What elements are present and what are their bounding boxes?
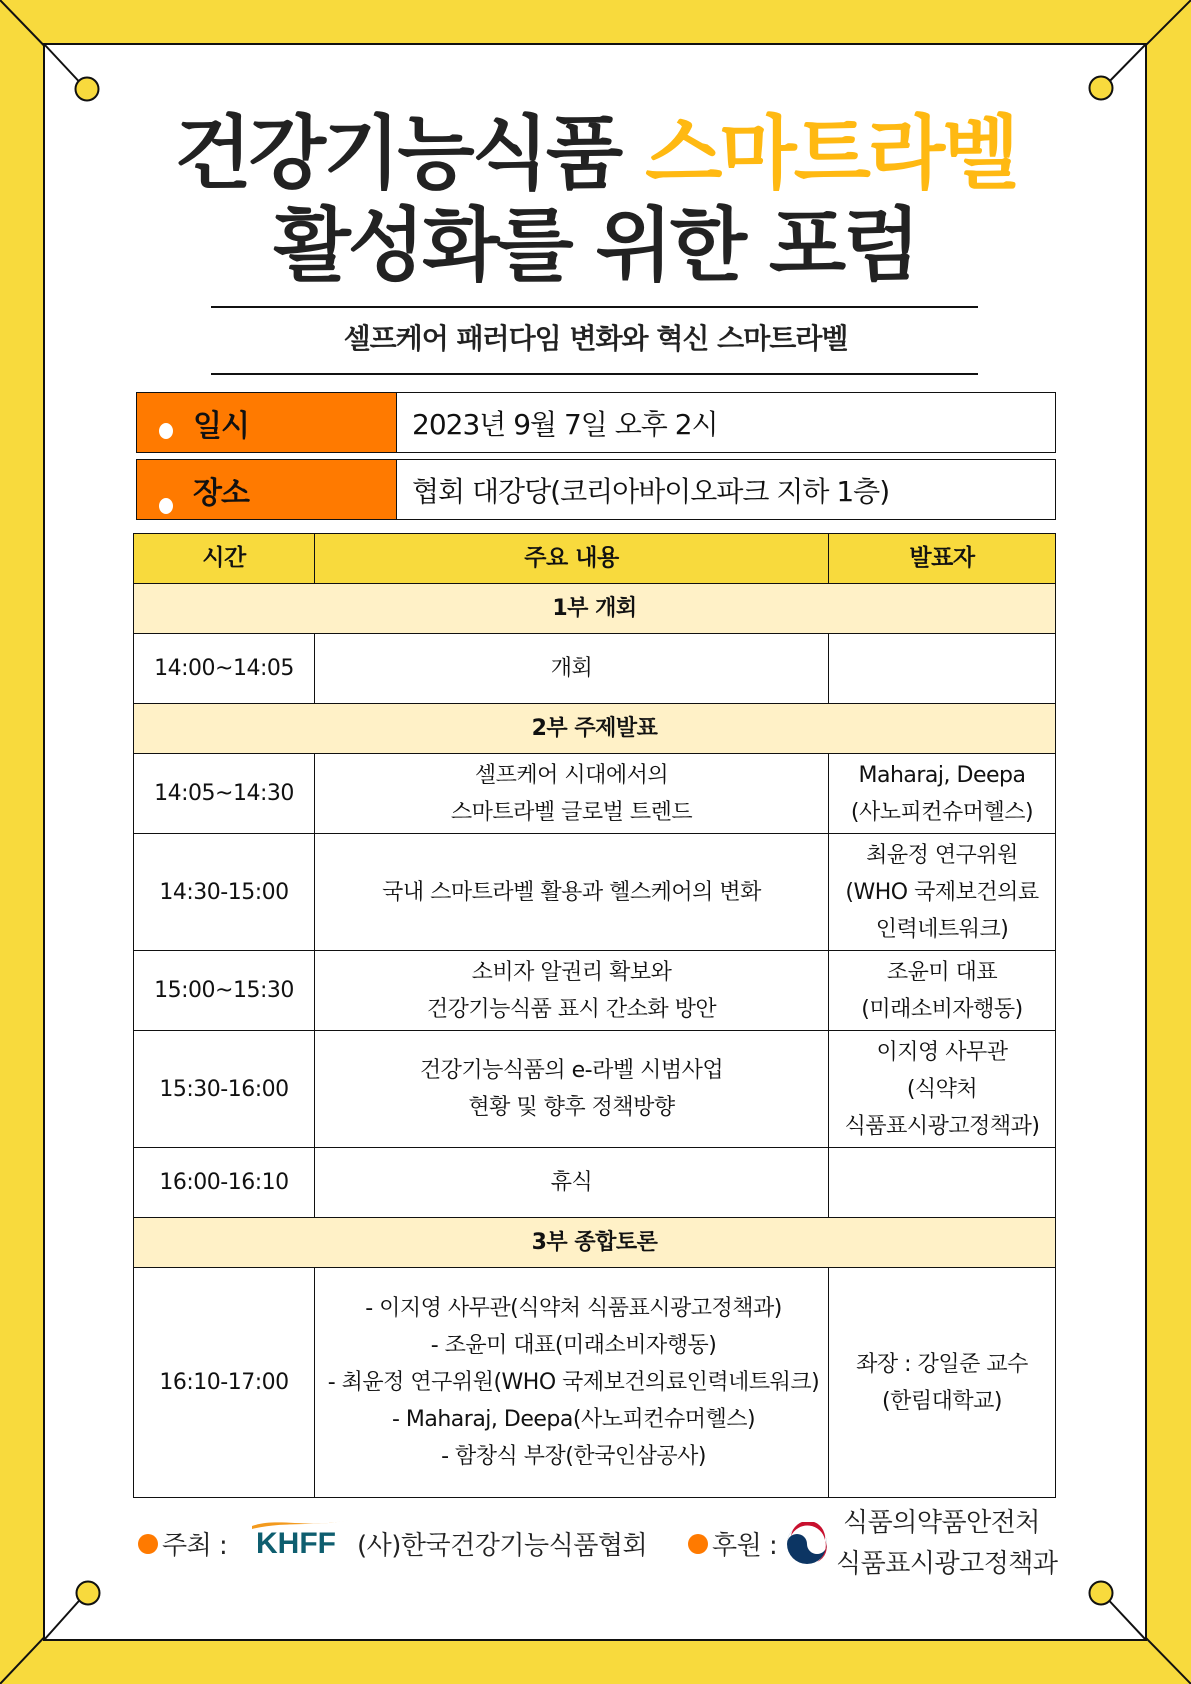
- bullet-dot-icon: [159, 498, 173, 514]
- speaker-cell: 좌장 : 강일준 교수 (한림대학교): [829, 1268, 1056, 1498]
- column-header-content: 주요 내용: [315, 534, 829, 584]
- content-cell: 개회: [315, 634, 829, 704]
- bullet-dot-icon: [138, 1534, 158, 1554]
- info-row-date: [136, 392, 1056, 453]
- speaker-cell: 이지영 사무관 (식약처 식품표시광고정책과): [829, 1031, 1056, 1148]
- content-cell: 건강기능식품의 e-라벨 시범사업 현황 및 향후 정책방향: [315, 1031, 829, 1148]
- table-row: [134, 1148, 1056, 1218]
- host-label: 주최 :: [162, 1531, 228, 1561]
- speaker-cell: 최윤정 연구위원 (WHO 국제보건의료 인력네트워크): [829, 834, 1056, 951]
- bullet-dot-icon: [159, 423, 173, 439]
- info-label: 일시: [193, 408, 249, 444]
- info-row-venue: [136, 459, 1056, 520]
- section-row: [134, 704, 1056, 754]
- table-row: [134, 834, 1056, 951]
- speaker-cell: [829, 1148, 1056, 1218]
- table-row: [134, 754, 1056, 834]
- table-row: [134, 634, 1056, 704]
- info-label: 장소: [193, 475, 249, 511]
- time-cell: 15:30-16:00: [134, 1031, 315, 1148]
- table-row: [134, 1031, 1056, 1148]
- time-cell: 15:00~15:30: [134, 951, 315, 1031]
- sponsor-name-line2: 식품표시광고정책과: [836, 1549, 1058, 1579]
- section-row: [134, 1218, 1056, 1268]
- time-cell: 14:00~14:05: [134, 634, 315, 704]
- section-title: 3부 종합토론: [134, 1218, 1056, 1268]
- info-label-cell: [137, 393, 397, 452]
- info-label-cell: [137, 460, 397, 519]
- content-cell: 소비자 알권리 확보와 건강기능식품 표시 간소화 방안: [315, 951, 829, 1031]
- table-header-row: [134, 534, 1056, 584]
- svg-text:KHFF: KHFF: [256, 1527, 336, 1557]
- sponsor-label: 후원 :: [712, 1531, 778, 1561]
- speaker-cell: Maharaj, Deepa (사노피컨슈머헬스): [829, 754, 1056, 834]
- speaker-cell: 조윤미 대표 (미래소비자행동): [829, 951, 1056, 1031]
- schedule-table: [133, 533, 1056, 1498]
- sponsor-name-line1: 식품의약품안전처: [843, 1508, 1040, 1538]
- subtitle: 셀프케어 패러다임 변화와 혁신 스마트라벨: [343, 322, 848, 355]
- content-cell: - 이지영 사무관(식약처 식품표시광고정책과) - 조윤미 대표(미래소비자행동) - 최윤정 연구위원(WHO 국제보건의료인력네트워크) - Maharaj, Deepa(사노피컨슈머헬스) - 함창식 부장(한국인삼공사): [315, 1268, 829, 1498]
- table-row: [134, 951, 1056, 1031]
- info-value: 2023년 9월 7일 오후 2시: [412, 407, 718, 441]
- info-value: 협회 대강당(코리아바이오파크 지하 1층): [412, 474, 890, 508]
- time-cell: 16:00-16:10: [134, 1148, 315, 1218]
- time-cell: 16:10-17:00: [134, 1268, 315, 1498]
- section-row: [134, 584, 1056, 634]
- title-prefix: 건강기능식품: [174, 107, 621, 200]
- table-row: [134, 1268, 1056, 1498]
- content-cell: 셀프케어 시대에서의 스마트라벨 글로벌 트렌드: [315, 754, 829, 834]
- title-accent: 스마트라벨: [645, 107, 1017, 200]
- host-name: (사)한국건강기능식품협회: [357, 1531, 648, 1561]
- divider-top: [211, 306, 978, 308]
- page-title-line1: [0, 106, 1191, 202]
- content-cell: 휴식: [315, 1148, 829, 1218]
- page-title-line2: 활성화를 위한 포럼: [273, 199, 918, 292]
- column-header-time: 시간: [134, 534, 315, 584]
- section-title: 2부 주제발표: [134, 704, 1056, 754]
- time-cell: 14:30-15:00: [134, 834, 315, 951]
- content-cell: 국내 스마트라벨 활용과 헬스케어의 변화: [315, 834, 829, 951]
- khff-logo-icon: [238, 1517, 358, 1557]
- speaker-cell: [829, 634, 1056, 704]
- korea-government-emblem-icon: [785, 1522, 829, 1566]
- bullet-dot-icon: [688, 1534, 708, 1554]
- time-cell: 14:05~14:30: [134, 754, 315, 834]
- section-title: 1부 개회: [134, 584, 1056, 634]
- divider-bottom: [211, 373, 978, 375]
- column-header-speaker: 발표자: [829, 534, 1056, 584]
